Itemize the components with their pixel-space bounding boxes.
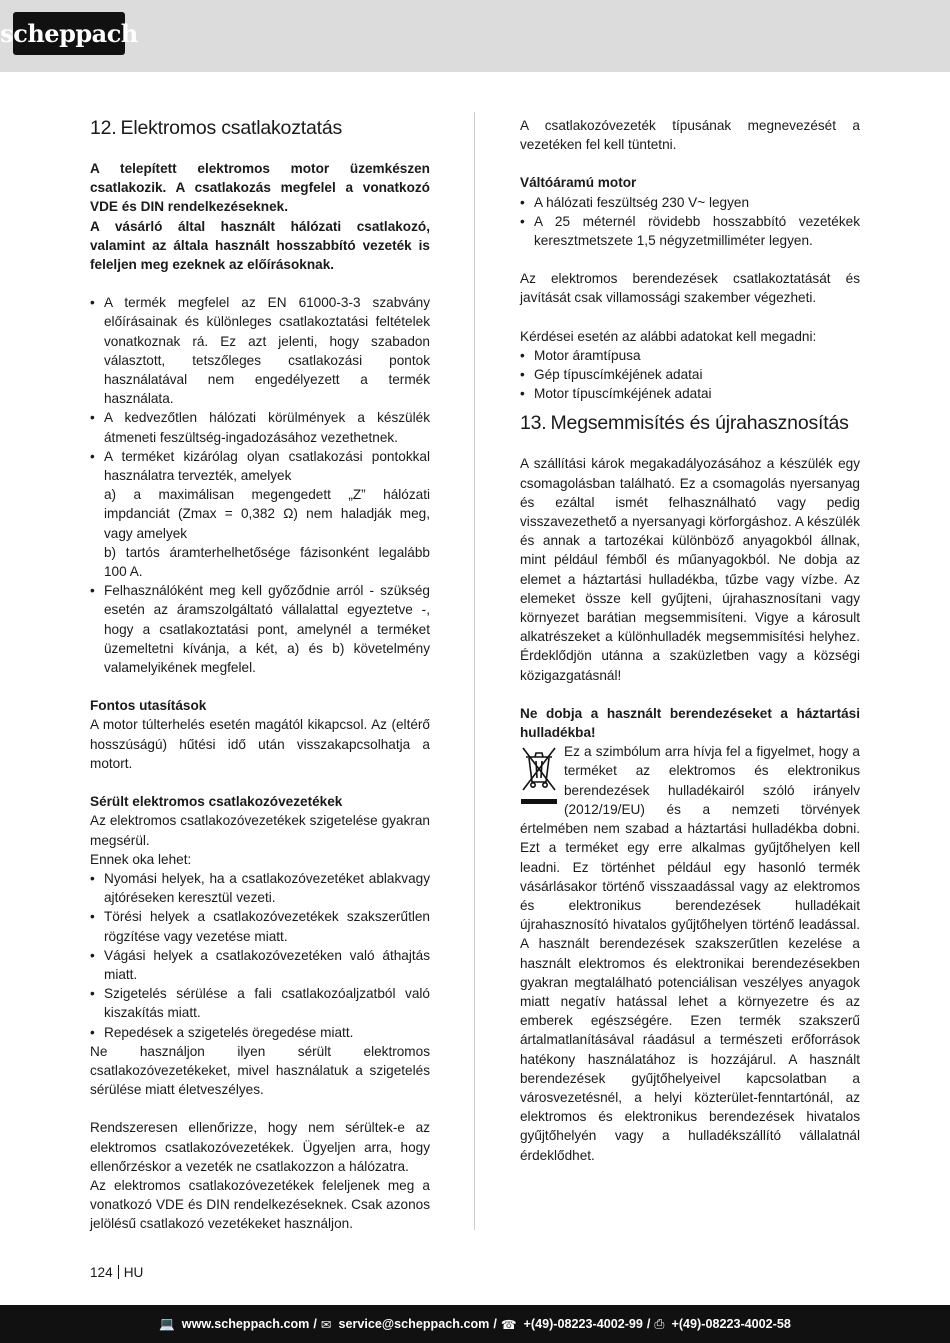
- condition-b: b) tartós áramterhelhetősége fázisonként legalább 100 A.: [104, 544, 430, 580]
- column-divider: [474, 112, 475, 1230]
- phone-icon: ☎: [500, 1317, 517, 1332]
- questions-text: Kérdései esetén az alábbi adatokat kell megadni:: [520, 328, 817, 344]
- section-number: 13.: [520, 412, 547, 435]
- section-title: Elektromos csatlakoztatás: [120, 117, 343, 139]
- crossed-out-bin-icon: [520, 744, 558, 816]
- condition-a: a) a maximálisan megengedett „Z” hálózati impdanciát (Zmax = 0,382 Ω) nem haladják meg, vagy amelyek: [104, 487, 430, 541]
- important-title: Fontos utasítások: [90, 698, 207, 714]
- list-item: • A terméket kizárólag olyan csatlakozási pontokkal használatra tervezték, amelyek a) a maximálisan megengedett „Z” hálózati impdanciát (Zmax = 0,382 Ω) nem haladják meg, vagy amelyek b) tartós áramterhelhetősége fázisonként legalább 100 A.: [90, 447, 430, 581]
- vde-text: Az elektromos csatlakozóvezetékek feleljenek meg a vonatkozó VDE és DIN rendelkezéseknek. Csak azonos jelölésű csatlakozó vezetékeket használjon.: [90, 1177, 430, 1232]
- fax-icon: ⎙: [654, 1316, 665, 1331]
- damage-bullet-list: [90, 869, 430, 1042]
- list-item: • Motor áramtípusa: [520, 347, 641, 363]
- email-link[interactable]: service@scheppach.com: [338, 1317, 490, 1331]
- weee-block: [520, 742, 860, 1164]
- email-icon: ✉: [320, 1317, 332, 1332]
- ac-bullet-list: [520, 193, 860, 251]
- left-column: [90, 116, 430, 1234]
- footer-separator: /: [646, 1317, 651, 1331]
- damaged-text: Az elektromos csatlakozóvezetékek szigetelése gyakran megsérül.: [90, 813, 430, 848]
- list-item: • Repedések a szigetelés öregedése miatt.: [90, 1024, 354, 1040]
- damaged-cause: Ennek oka lehet:: [90, 851, 192, 867]
- section-heading-12: [90, 116, 430, 140]
- questions-bullet-list: [520, 346, 860, 404]
- section-title: Megsemmisítés és újrahasznosítás: [550, 412, 849, 435]
- list-item: • Szigetelés sérülése a fali csatlakozóaljzatból való kiszakítás miatt.: [90, 986, 430, 1021]
- list-item: • A hálózati feszültség 230 V~ legyen: [520, 194, 750, 210]
- brand-logo: scheppach: [13, 12, 125, 55]
- list-item: • Gép típuscímkéjének adatai: [520, 367, 703, 383]
- phone-number: +(49)-08223-4002-99: [523, 1317, 643, 1331]
- weee-text: Ez a szimbólum arra hívja fel a figyelmet, hogy a terméket az elektromos és elektronikus berendezések hulladékairól szóló irányelv (2012/19/EU) és a nemzeti törvények értelmében nem szabad a háztartási hulladékba dobni. Ezt a terméket egy erre alkalmas gyűjtőhelyen kell leadni. Ez történhet például egy hasonló termék vásárlásakor történő visszaadással vagy az elektromos és elektronikus berendezések hulladékait újrahasznosító hivatalos gyűjtőhelyen történő leadással. A használt berendezések szakszerűtlen kezelése a használt elektromos és elektronikai berendezésekben gyakran megtalálható potenciálisan veszélyes anyagok miatt negatív hatással lehet a környezetre és az emberek egészségére. Ezen termék szakszerű ártalmatlanításával ráadásul a természeti erőforrások hatékony használatához is hozzájárul. A használt berendezések gyűjtőhelyeivel kapcsolatban a városvezetésnél, a helyi közterület-fenntartónál, az elektromos és elektronikus berendezések hivatalos gyűjtőhelyén vagy a hulladékszállító vállalatnál érdeklődhet.: [520, 744, 860, 1163]
- contact-footer-bar: [0, 1305, 950, 1343]
- language-code: HU: [123, 1265, 144, 1280]
- right-column: [520, 116, 860, 1165]
- list-item: • Nyomási helyek, ha a csatlakozóvezetéket ablakvagy ajtóréseken keresztül vezeti.: [90, 870, 430, 906]
- important-text: A motor túlterhelés esetén magától kikapcsol. Az (eltérő hosszúságú) hűtési idő után visszakapcsolhatja a motort.: [90, 717, 430, 771]
- footer-separator: /: [313, 1317, 317, 1331]
- computer-icon: 💻: [159, 1316, 175, 1331]
- list-item: • Vágási helyek a csatlakozóvezetéken való áthajtás miatt.: [90, 947, 430, 982]
- disposal-text: A szállítási károk megakadályozásához a készülék egy csomagolásban található. Ez a csomagolás nyersanyag és ezáltal ismét felhasználható vagy pedig visszavezethető a nyersanyagi körforgáshoz. A készülék és annak a tartozékai különböző anyagokból állnak, mint például fémből és műanyagokból. Ne dobja az elemet a háztartási hulladékba, tűzbe vagy vízbe. Az elemeket össze kell gyűjteni, újrahasznosítani vagy környezet barátian megsemmisíteni. Vigye a károsult alkatrészeket a különhulladék megsemmisítési helyhez. Érdeklődjön utánna a szaküzletben vagy a községi közigazgatásnál!: [520, 456, 860, 683]
- header-band: [0, 0, 950, 72]
- intro-bold-2: A vásárló által használt hálózati csatlakozó, valamint az általa használt hosszabbító vezeték is feleljen meg ezeknek az előírásoknak.: [90, 218, 430, 273]
- damaged-warning: Ne használjon ilyen sérült elektromos csatlakozóvezetékeket, mivel használatuk a szigetelés sérülése miatt életveszélyes.: [90, 1043, 430, 1098]
- website-link[interactable]: www.scheppach.com: [181, 1317, 310, 1331]
- footer-separator: /: [493, 1317, 497, 1331]
- fax-number: +(49)-08223-4002-58: [671, 1317, 791, 1331]
- list-item: • A 25 méternél rövidebb hosszabbító vezetékek keresztmetszete 1,5 négyzetmilliméter legyen.: [520, 213, 860, 249]
- electrician-text: Az elektromos berendezések csatlakoztatását és javítását csak villamossági szakember végezheti.: [520, 271, 860, 306]
- list-item: • Felhasználóként meg kell győződnie arról - szükség esetén az áramszolgáltató vállalattal egyeztetve -, hogy a csatlakoztatási pont, amelynél a terméket üzemeltetni kívánja, a két, a) és b) követelmény valamelyikének megfelel.: [90, 583, 430, 676]
- cable-type-text: A csatlakozóvezeték típusának megnevezését a vezetéken fel kell tüntetni.: [520, 118, 860, 153]
- page-footer: [90, 1265, 143, 1280]
- page-number: 124: [90, 1265, 113, 1280]
- ac-motor-title: Váltóáramú motor: [520, 175, 637, 191]
- connection-bullet-list: [90, 293, 430, 677]
- damaged-title: Sérült elektromos csatlakozóvezetékek: [90, 794, 343, 810]
- section-number: 12.: [90, 117, 117, 139]
- page-separator: [118, 1265, 119, 1279]
- check-text: Rendszeresen ellenőrizze, hogy nem sérültek-e az elektromos csatlakozóvezetékek. Ügyeljen arra, hogy ellenőrzéskor a vezeték ne csatlakozzon a hálózatra.: [90, 1120, 430, 1174]
- list-item: • Motor típuscímkéjének adatai: [520, 386, 712, 402]
- weee-title: Ne dobja a használt berendezéseket a háztartási hulladékba!: [520, 705, 860, 741]
- list-item: • Törési helyek a csatlakozóvezetékek szakszerűtlen rögzítése vagy vezetése miatt.: [90, 909, 430, 944]
- intro-bold-1: A telepített elektromos motor üzemkészen csatlakozik. A csatlakozás megfelel a vonatkozó VDE és DIN rendelkezéseknek.: [90, 161, 430, 215]
- list-item: • A kedvezőtlen hálózati körülmények a készülék átmeneti feszültség-ingadozásához vezethetnek.: [90, 410, 430, 445]
- list-item: • A termék megfelel az EN 61000-3-3 szabvány előírásainak és különleges csatlakoztatási feltételek vonatkoznak rá. Ez azt jelenti, hogy szabadon választott, tetszőleges csatlakozási pontok használatával nem engedélyezett a termék használata.: [90, 295, 430, 407]
- section-heading-13: [520, 411, 860, 435]
